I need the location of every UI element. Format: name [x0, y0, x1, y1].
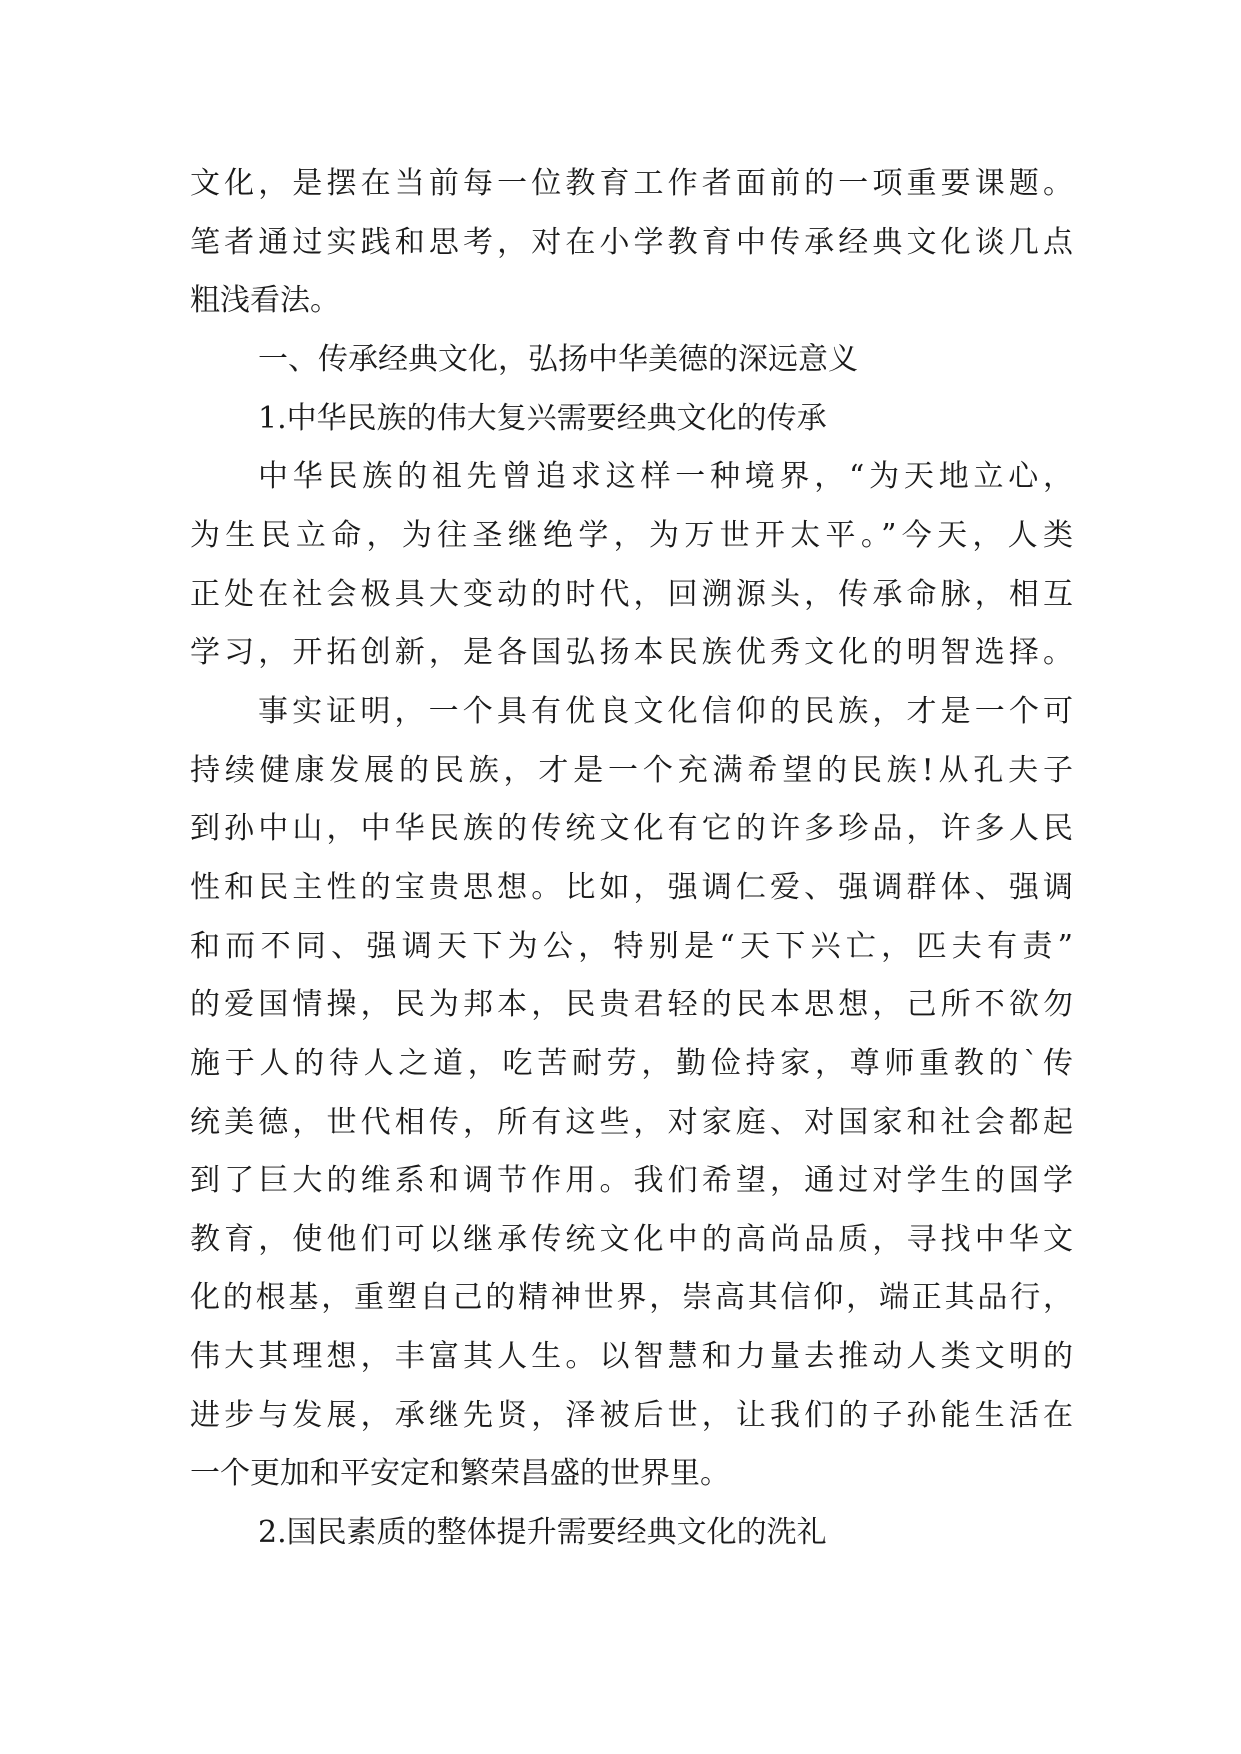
paragraph-intro-continuation [190, 155, 1073, 331]
document-body [190, 155, 1073, 1563]
text-line: 笔者通过实践和思考，对在小学教育中传承经典文化谈几点 [190, 224, 1073, 260]
text-line: 到了巨大的维系和调节作用。我们希望，通过对学生的国学 [190, 1163, 1073, 1199]
text-line: 为生民立命，为往圣继绝学，为万世开太平。”今天，人类 [190, 517, 1073, 553]
text-line: 性和民主性的宝贵思想。比如，强调仁爱、强调群体、强调 [190, 869, 1073, 905]
subsection-heading [190, 1504, 1073, 1563]
body-paragraph [190, 683, 1073, 1504]
text-line: 文化，是摆在当前每一位教育工作者面前的一项重要课题。 [190, 166, 1073, 201]
text-line: 统美德，世代相传，所有这些，对家庭、对国家和社会都起 [190, 1104, 1073, 1140]
text-line: 化的根基，重塑自己的精神世界，崇高其信仰，端正其品行， [190, 1280, 1073, 1316]
section-heading-text: 一、传承经典文化，弘扬中华美德的深远意义 [258, 341, 858, 377]
text-line: 持续健康发展的民族，才是一个充满希望的民族!从孔夫子 [190, 752, 1073, 788]
text-line: 正处在社会极具大变动的时代，回溯源头，传承命脉，相互 [190, 576, 1073, 612]
text-line: 中华民族的祖先曾追求这样一种境界，“为天地立心， [258, 459, 1073, 495]
subsection-heading-text: 2.国民素质的整体提升需要经典文化的洗礼 [258, 1515, 827, 1551]
text-line: 教育，使他们可以继承传统文化中的高尚品质，寻找中华文 [190, 1221, 1073, 1257]
subsection-heading-text: 1.中华民族的伟大复兴需要经典文化的传承 [258, 400, 827, 436]
text-line: 到孙中山，中华民族的传统文化有它的许多珍品，许多人民 [190, 811, 1073, 847]
text-line: 粗浅看法。 [190, 283, 340, 319]
text-line: 一个更加和平安定和繁荣昌盛的世界里。 [190, 1456, 730, 1492]
subsection-heading [190, 390, 1073, 449]
text-line: 施于人的待人之道，吃苦耐劳，勤俭持家，尊师重教的`传 [190, 1045, 1073, 1081]
body-paragraph [190, 448, 1073, 683]
text-line: 学习，开拓创新，是各国弘扬本民族优秀文化的明智选择。 [190, 635, 1073, 671]
section-heading [190, 331, 1073, 390]
text-line: 和而不同、强调天下为公，特别是“天下兴亡，匹夫有责” [190, 928, 1073, 964]
text-line: 进步与发展，承继先贤，泽被后世，让我们的子孙能生活在 [190, 1397, 1073, 1433]
text-line: 事实证明，一个具有优良文化信仰的民族，才是一个可 [258, 693, 1073, 729]
text-line: 伟大其理想，丰富其人生。以智慧和力量去推动人类文明的 [190, 1339, 1073, 1375]
text-line: 的爱国情操，民为邦本，民贵君轻的民本思想，己所不欲勿 [190, 987, 1073, 1023]
